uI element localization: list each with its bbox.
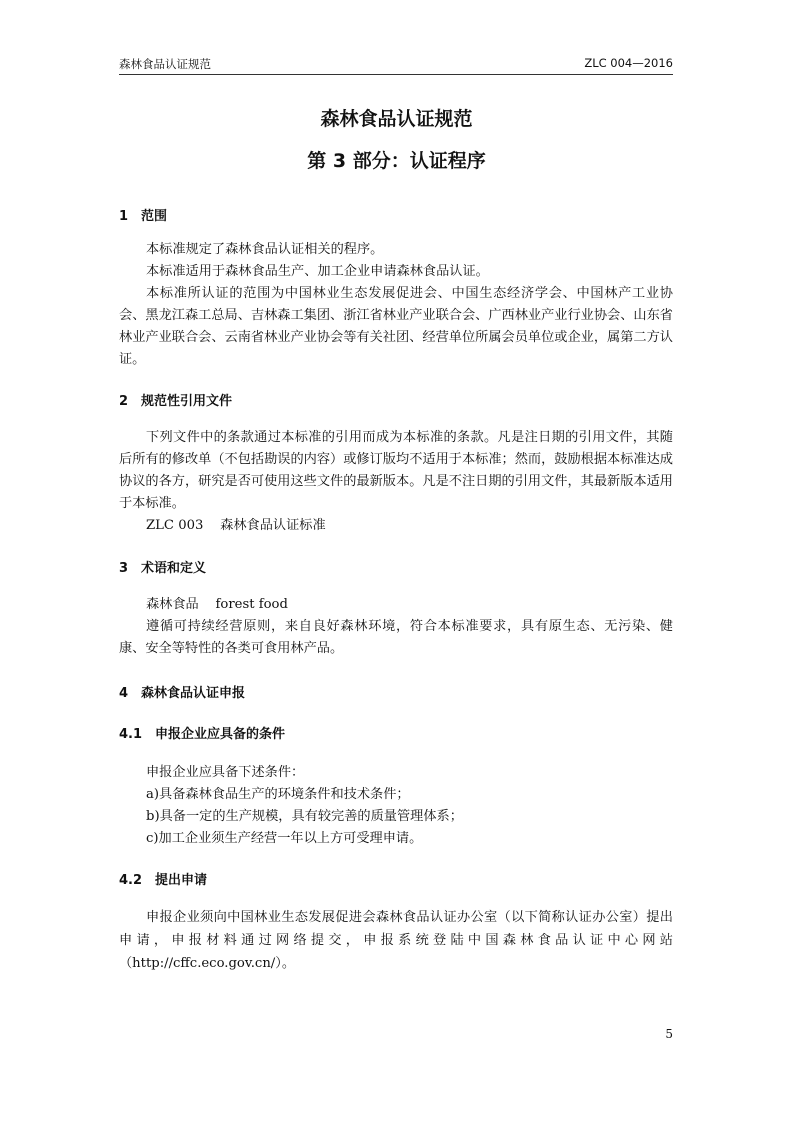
term-chinese: 森林食品 <box>146 597 199 612</box>
section-4-2-heading <box>119 869 207 888</box>
document-subtitle: 第 3 部分：认证程序 <box>307 150 486 172</box>
paragraph: 下列文件中的条款通过本标准的引用而成为本标准的条款。凡是注日期的引用文件，其随后所有的修改单（不包括勘误的内容）或修订版均不适用于本标准；然而，鼓励根据本标准达成协议的各方，研究是否可使用这些文件的最新版本。凡是不注日期的引用文件，其最新版本适用于本标准。 <box>119 430 673 511</box>
section-title: 森林食品认证申报 <box>141 686 246 701</box>
document-title: 森林食品认证规范 <box>320 108 473 130</box>
term-entry <box>119 594 673 616</box>
section-3-body <box>119 594 673 660</box>
section-4-1-body <box>119 762 673 850</box>
list-item: b)具备一定的生产规模，具有较完善的质量管理体系； <box>146 809 463 824</box>
section-number: 1 <box>119 209 129 224</box>
section-4-1-heading <box>119 723 285 742</box>
header-doc-code: ZLC 004—2016 <box>584 56 673 70</box>
section-title: 术语和定义 <box>141 561 207 576</box>
paragraph: 申报企业应具备下述条件： <box>146 765 305 780</box>
reference-title: 森林食品认证标准 <box>220 518 326 533</box>
page-header <box>119 52 673 75</box>
section-3-heading <box>119 557 206 576</box>
paragraph: 本标准适用于森林食品生产、加工企业申请森林食品认证。 <box>146 264 489 279</box>
page-number: 5 <box>665 1027 673 1041</box>
paragraph: 申报企业须向中国林业生态发展促进会森林食品认证办公室（以下简称认证办公室）提出申请，申报材料通过网络提交，申报系统登陆中国森林食品认证中心网站（http://cffc.eco.gov.cn/）。 <box>119 910 673 971</box>
list-item: c)加工企业须生产经营一年以上方可受理申请。 <box>146 831 423 846</box>
paragraph: 本标准规定了森林食品认证相关的程序。 <box>146 242 384 257</box>
section-4-2-body <box>119 906 673 975</box>
section-number: 4 <box>119 686 129 701</box>
section-4-heading <box>119 682 245 701</box>
section-2-body <box>119 427 673 537</box>
normative-reference <box>119 515 673 537</box>
section-2-heading <box>119 390 232 409</box>
section-title: 规范性引用文件 <box>141 394 233 409</box>
paragraph: 本标准所认证的范围为中国林业生态发展促进会、中国生态经济学会、中国林产工业协会、黑龙江森工总局、吉林森工集团、浙江省林业产业联合会、广西林业产业行业协会、山东省林业产业联合会、云南省林业产业协会等有关社团、经营单位所属会员单位或企业，属第二方认证。 <box>119 286 673 367</box>
section-title: 申报企业应具备的条件 <box>155 727 286 742</box>
section-title: 范围 <box>141 209 168 224</box>
section-number: 4.1 <box>119 727 143 742</box>
section-1-heading <box>119 205 167 224</box>
list-item: a)具备森林食品生产的环境条件和技术条件； <box>146 787 410 802</box>
section-1-body <box>119 239 673 371</box>
header-doc-title: 森林食品认证规范 <box>119 57 211 71</box>
section-number: 4.2 <box>119 873 143 888</box>
section-number: 3 <box>119 561 129 576</box>
term-definition: 遵循可持续经营原则，来自良好森林环境，符合本标准要求，具有原生态、无污染、健康、安全等特性的各类可食用林产品。 <box>119 619 673 656</box>
section-number: 2 <box>119 394 129 409</box>
reference-code: ZLC 003 <box>146 518 204 533</box>
section-title: 提出申请 <box>155 873 208 888</box>
term-english: forest food <box>215 597 288 612</box>
